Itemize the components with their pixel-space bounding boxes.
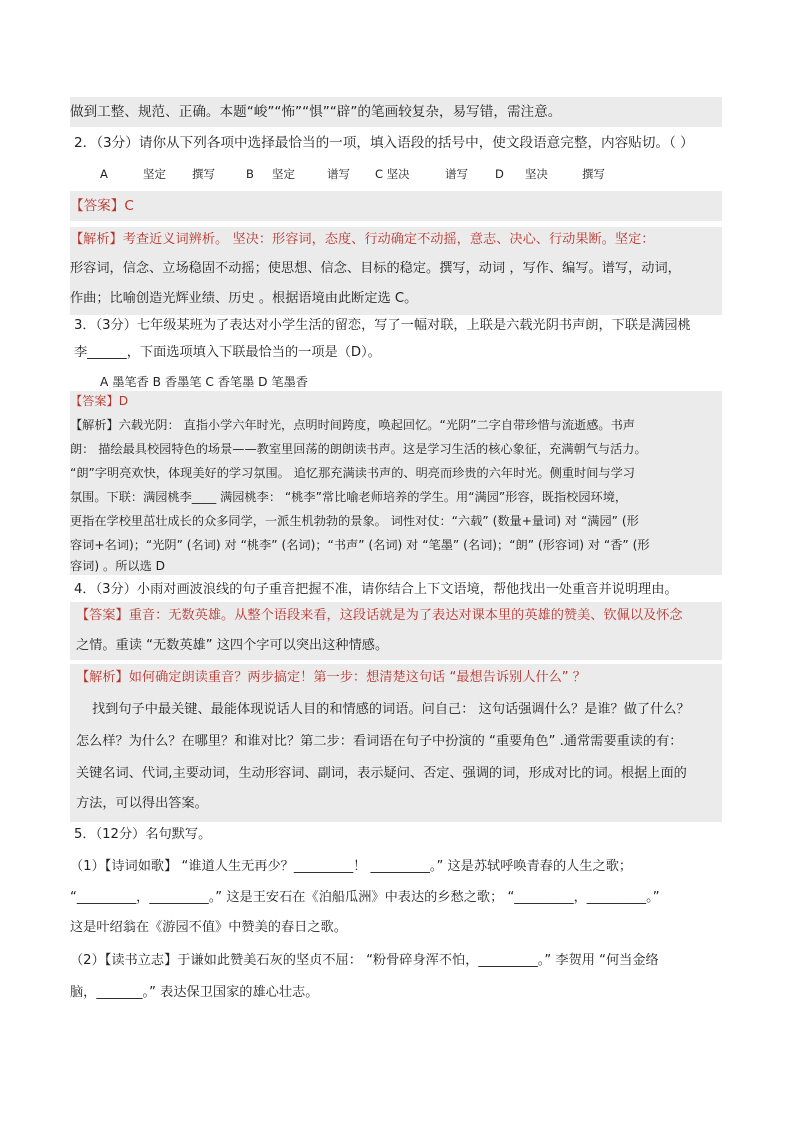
q5-stem: 5．（12分）名句默写。 bbox=[74, 827, 212, 842]
q2-option-a-letter: A bbox=[100, 167, 108, 181]
q5-sub1-line-1: （1）【诗词如歌】 “谁道人生无再少？_________！ _________。” 这是苏轼呼唤青春的人生之歌； bbox=[70, 859, 633, 874]
q2-option-d-word2: 撰写 bbox=[582, 167, 605, 181]
q2-option-b-word2: 谱写 bbox=[327, 167, 350, 181]
intro-line bbox=[70, 97, 722, 127]
q3-choices: A 墨笔香 B 香墨笔 C 香笔墨 D 笔墨香 bbox=[100, 375, 308, 389]
q2-answer-value: C bbox=[124, 198, 134, 214]
q2-answer bbox=[70, 191, 722, 221]
q3-answer: 【答案】D bbox=[70, 394, 129, 408]
q3-analysis-line-6: 容词+名词)；“光阴” (名词) 对 “桃李” (名词)；“书声” (名词) 对 “笔墨” (名词)；“朗” (形容词) 对 “香” (形 bbox=[70, 538, 650, 552]
q3-stem-line-1: 3．（3分）七年级某班为了表达对小学生活的留恋，写了一幅对联，上联是六载光阴书声朗，下联是满园桃 bbox=[74, 318, 691, 333]
q2-option-a-word1: 坚定 bbox=[143, 167, 166, 181]
q3-analysis-line-1: 【解析】六载光阴： 直指小学六年时光，点明时间跨度，唤起回忆。“光阴”二字自带珍惜与流逝感。书声 bbox=[70, 418, 635, 432]
intro-text: 做到工整、规范、正确。本题“峻”“怖”“惧”“辟”的笔画较复杂，易写错，需注意。 bbox=[70, 104, 562, 120]
q5-sub2-line-1: （2）【读书立志】于谦如此赞美石灰的坚贞不屈： “粉骨碎身浑不怕，_________。” 李贺用 “何当金络 bbox=[70, 953, 659, 968]
q2-option-d-letter: D bbox=[495, 167, 504, 181]
q2-option-c-word2: 谱写 bbox=[445, 167, 468, 181]
q4-analysis-line-1 bbox=[76, 668, 586, 688]
q2-option-b-word1: 坚定 bbox=[272, 167, 295, 181]
q4-analysis-line-5: 方法，可以得出答案。 bbox=[76, 796, 208, 811]
q5-sub1-line-3: 这是叶绍翁在《游园不值》中赞美的春日之歌。 bbox=[70, 920, 347, 935]
q2-answer-tag: 【答案】 bbox=[70, 198, 125, 214]
q2-analysis-line-3: 作曲；比喻创造光辉业绩、历史 。根据语境由此断定选 C。 bbox=[70, 291, 418, 306]
q2-option-a-word2: 撰写 bbox=[192, 167, 215, 181]
q4-stem: 4．（3分）小雨对画波浪线的句子重音把握不准，请你结合上下文语境，帮他找出一处重音并说明理由。 bbox=[74, 582, 678, 597]
q4-answer-line-2: 之情。重读 “无数英雄” 这四个字可以突出这种情感。 bbox=[76, 638, 389, 653]
q5-sub1-line-2: “_________，_________。” 这是王安石在《泊船瓜洲》中表达的乡愁之歌； “_________，_________。” bbox=[70, 890, 660, 905]
q2-option-d-word1: 坚决 bbox=[525, 167, 548, 181]
q3-stem-line-2: 李______，下面选项填入下联最恰当的一项是（D）。 bbox=[74, 345, 381, 360]
q4-analysis-text-1: 【解析】如何确定朗读重音？两步搞定！第一步：想清楚这句话 “最想告诉别人什么” ？ bbox=[76, 670, 586, 685]
q4-analysis-line-4: 关键名词、代词,主要动词，生动形容词、副词，表示疑问、否定、强调的词，形成对比的词。根据上面的 bbox=[76, 766, 687, 781]
q2-options bbox=[0, 164, 794, 184]
q3-analysis-line-5: 更指在学校里茁壮成长的众多同学，一派生机勃勃的景象。 词性对仗：“六载” (数量+量词) 对 “满园” (形 bbox=[70, 514, 639, 528]
q3-analysis-line-7: 容词) 。所以选 D bbox=[70, 559, 166, 573]
q2-analysis-text-1: 【解析】考查近义词辨析。 坚决：形容词，态度、行动确定不动摇，意志、决心、行动果断。坚定： bbox=[70, 232, 655, 247]
q2-stem: 2．（3分）请你从下列各项中选择最恰当的一项，填入语段的括号中，使文段语意完整，内容贴切。（ ） bbox=[74, 135, 694, 151]
q3-analysis-line-2: 朗： 描绘最具校园特色的场景——教室里回荡的朗朗读书声。这是学习生活的核心象征，充满朝气与活力。 bbox=[70, 442, 647, 456]
q2-option-b-letter: B bbox=[246, 167, 254, 181]
q2-analysis-line-1 bbox=[70, 230, 654, 250]
q3-analysis-line-3: “朗”字明亮欢快，体现美好的学习氛围。 追忆那充满读书声的、明亮而珍贵的六年时光。侧重时间与学习 bbox=[70, 466, 635, 480]
q4-answer-line-1: 【答案】重音：无数英雄。从整个语段来看，这段话就是为了表达对课本里的英雄的赞美、钦佩以及怀念 bbox=[76, 608, 683, 623]
q4-analysis-line-3: 怎么样？为什么？在哪里？和谁对比？第二步：看词语在句子中扮演的 “重要角色” .通常需要重读的有： bbox=[76, 734, 683, 749]
q2-option-c: C 坚决 bbox=[375, 167, 410, 181]
q3-analysis-line-4: 氛围。下联：满园桃李____ 满园桃李： “桃李”常比喻老师培养的学生。用“满园”形容，既指校园环境， bbox=[70, 490, 628, 504]
q5-sub2-line-2: 脑，_______。” 表达保卫国家的雄心壮志。 bbox=[70, 985, 319, 1000]
q2-analysis-line-2: 形容词，信念、立场稳固不动摇；使思想、信念、目标的稳定。撰写，动词 ，写作、编写。谱写，动词， bbox=[70, 261, 681, 276]
q4-analysis-line-2: 找到句子中最关键、最能体现说话人目的和情感的词语。问自己： 这句话强调什么？是谁？做了什么？ bbox=[92, 702, 690, 717]
